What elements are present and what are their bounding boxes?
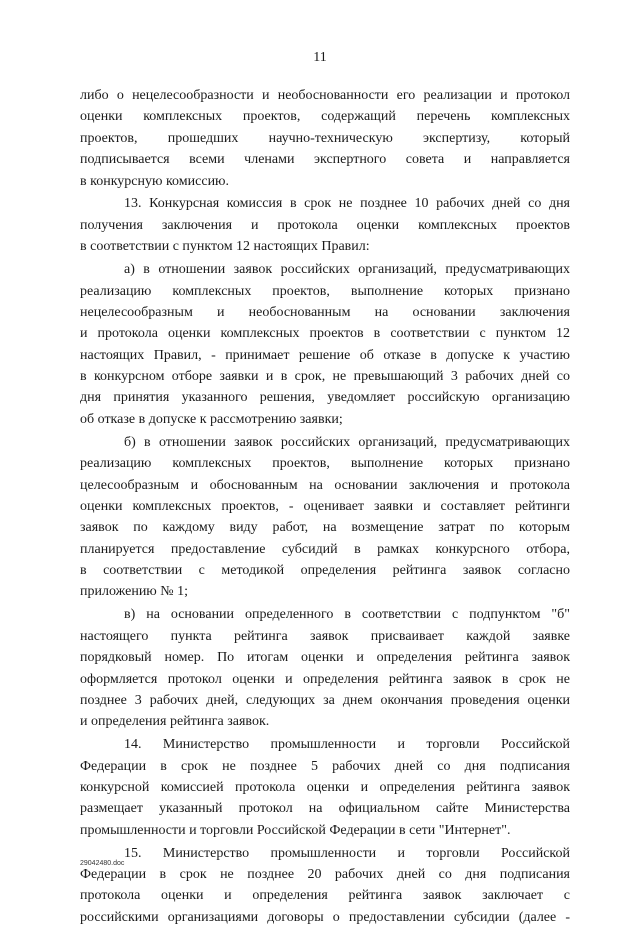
text-line: получения заключения и протокола оценки комплексных проектов [80, 217, 570, 233]
text-line: в конкурсном отборе заявки и в срок, не превышающий 3 рабочих дней со [80, 369, 570, 385]
text-line: конкурсной комиссией протокола оценки и определения рейтинга заявок [80, 780, 570, 795]
text-line: реализацию комплексных проектов, выполнение которых признано [80, 283, 570, 299]
text-line: Федерации в срок не позднее 20 рабочих дней со дня подписания [80, 867, 570, 883]
text-line: 14. Министерство промышленности и торговли Российской [124, 737, 570, 753]
text-line: и протокола оценки комплексных проектов в соответствии с пунктом 12 [80, 326, 570, 342]
text-line: либо о нецелесообразности и необоснованности его реализации и протокол [80, 88, 570, 103]
text-line: и определения рейтинга заявок. [80, 714, 270, 730]
text-line: позднее 3 рабочих дней, следующих за днем окончания проведения оценки [80, 692, 570, 708]
text-line: в) на основании определенного в соответствии с подпунктом "б" [124, 607, 570, 623]
text-line: планируется предоставление субсидий в рамках конкурсного отбора, [80, 541, 570, 557]
text-line: оценки комплексных проектов, содержащий перечень комплексных [80, 109, 570, 125]
text-line: настоящего пункта рейтинга заявок присваивает каждой заявке [80, 628, 570, 644]
text-line: заявок по каждому виду работ, на возмещение затрат по которым [80, 520, 570, 536]
text-line: 13. Конкурсная комиссия в срок не позднее 10 рабочих дней со дня [124, 196, 570, 212]
text-line: протокола оценки и определения рейтинга заявок заключает с [80, 888, 570, 904]
text-line: порядковый номер. По итогам оценки и определения рейтинга заявок [80, 650, 570, 666]
text-line: б) в отношении заявок российских организаций, предусматривающих [124, 434, 570, 450]
text-line: настоящих Правил, - принимает решение об отказе в допуске к участию [80, 347, 570, 363]
text-line: дня принятия указанного решения, уведомляет российскую организацию [80, 390, 570, 406]
text-line: об отказе в допуске к рассмотрению заявки; [80, 411, 343, 427]
text-line: целесообразным и обоснованным на основании заключения и протокола [80, 477, 570, 493]
text-line: приложению № 1; [80, 584, 189, 600]
text-line: нецелесообразным и необоснованным на основании заключения [80, 304, 570, 320]
text-line: российскими организациями договоры о предоставлении субсидии (далее - [80, 909, 570, 925]
footer-filename: 29042480.doc [80, 860, 125, 867]
text-line: а) в отношении заявок российских организаций, предусматривающих [124, 262, 570, 278]
text-line: промышленности и торговли Российской Федерации в сети "Интернет". [80, 822, 511, 838]
text-line: реализацию комплексных проектов, выполнение которых признано [80, 456, 570, 472]
text-line: в соответствии с пунктом 12 настоящих Правил: [80, 239, 370, 255]
text-line: в конкурсную комиссию. [80, 173, 230, 189]
text-line: проектов, прошедших научно-техническую экспертизу, который [80, 130, 570, 146]
text-line: подписывается всеми членами экспертного совета и направляется [80, 152, 570, 168]
text-line: в соответствии с методикой определения рейтинга заявок согласно [80, 563, 570, 579]
page-number: 11 [313, 50, 327, 65]
text-line: оформляется протокол оценки и определения рейтинга заявок в срок не [80, 671, 570, 687]
text-line: оценки комплексных проектов, - оценивает заявки и составляет рейтинги [80, 498, 570, 514]
text-line: размещает указанный протокол на официальном сайте Министерства [80, 801, 570, 817]
text-line: 15. Министерство промышленности и торговли Российской [124, 845, 570, 861]
document-body [80, 85, 570, 928]
text-line: Федерации в срок не позднее 5 рабочих дней со дня подписания [80, 758, 570, 774]
